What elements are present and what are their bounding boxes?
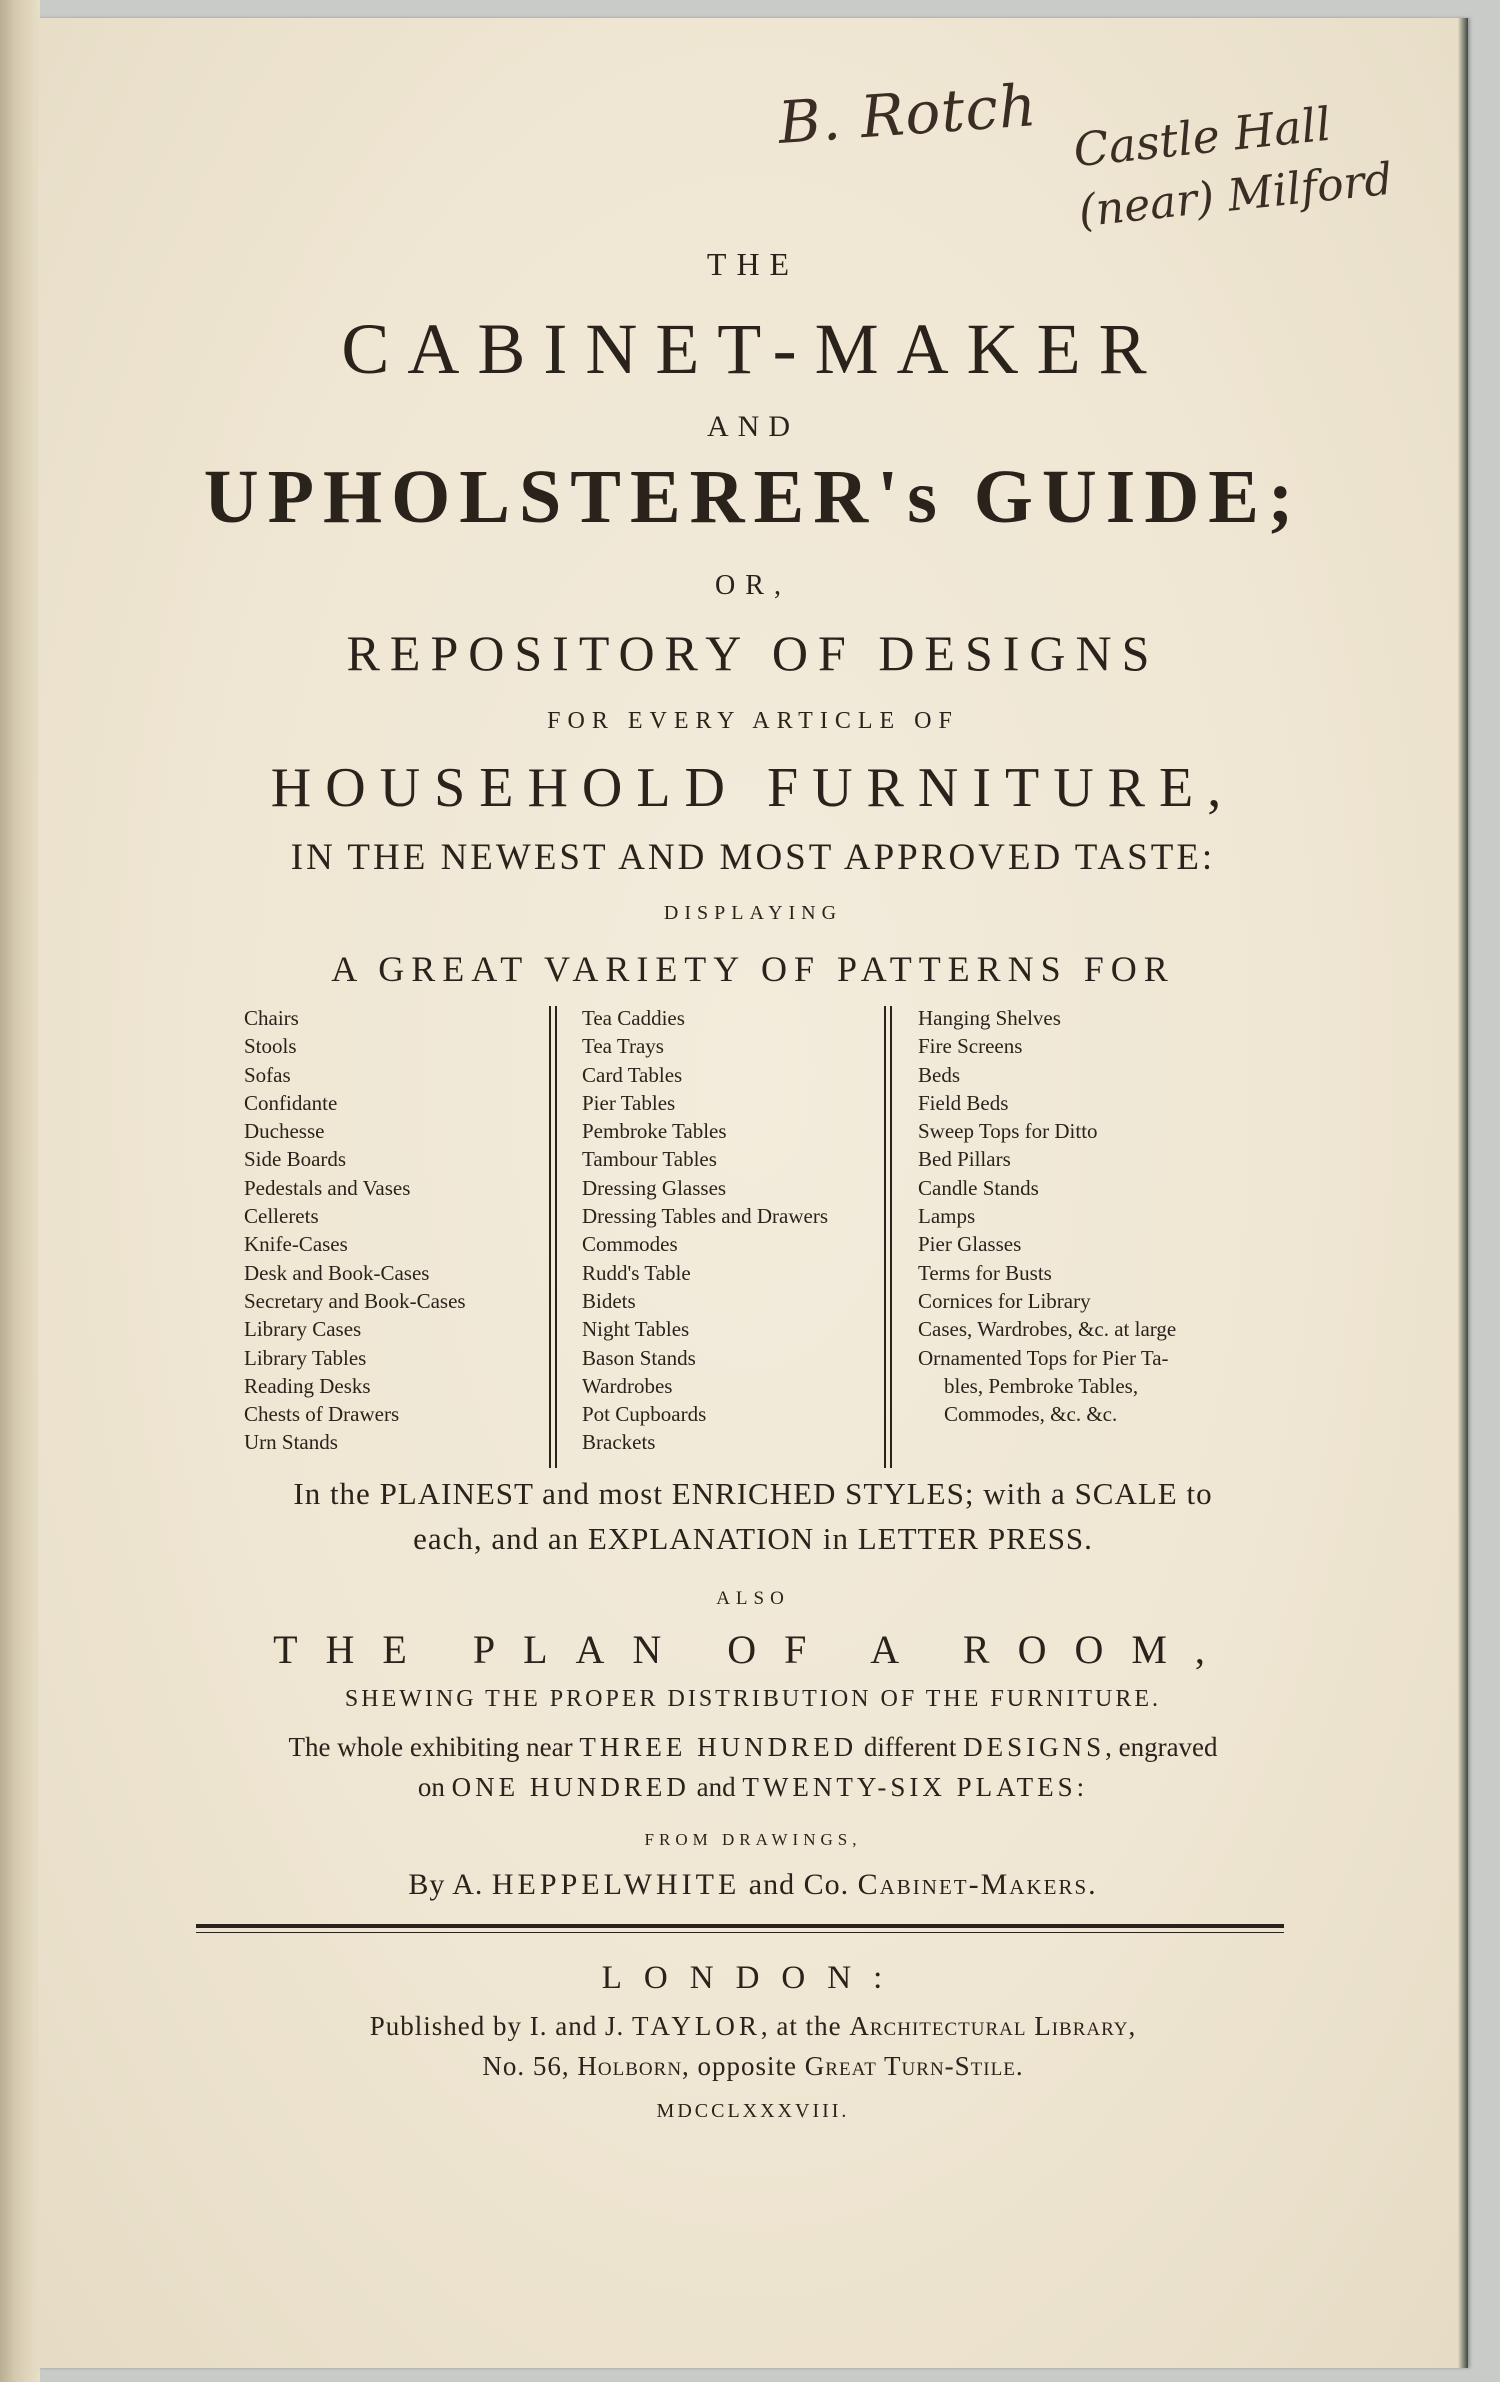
from-drawings-label: FROM DRAWINGS, <box>644 1830 862 1849</box>
count-one-hundred: ONE HUNDRED <box>451 1772 690 1802</box>
plates-text: and <box>689 1772 743 1802</box>
list-item: Library Tables <box>244 1345 367 1370</box>
publisher-name: TAYLOR <box>632 2011 761 2041</box>
handwritten-location-line1: Castle Hall <box>1070 96 1334 178</box>
list-item: Knife-Cases <box>244 1232 348 1257</box>
list-item: Candle Stands <box>918 1175 1039 1200</box>
list-item: Pier Tables <box>582 1090 676 1115</box>
address-text: , opposite <box>682 2051 805 2081</box>
imprint-date: MDCCLXXXVIII. <box>656 2100 850 2122</box>
list-item: Confidante <box>244 1090 338 1115</box>
title-or: OR, <box>715 570 791 601</box>
list-item: Chests of Drawers <box>244 1402 400 1427</box>
list-item: Night Tables <box>582 1317 690 1342</box>
list-item: Commodes <box>582 1232 678 1257</box>
byline-and-co: and Co. <box>740 1868 858 1901</box>
column-divider <box>884 1006 892 1468</box>
address-street: Holborn <box>577 2051 683 2081</box>
patterns-column-1 <box>244 1004 466 1457</box>
designs-word: DESIGNS <box>963 1732 1106 1762</box>
publisher-text: Published by I. and J. <box>369 2011 633 2041</box>
list-item: Duchesse <box>244 1119 325 1144</box>
list-item: Urn Stands <box>244 1430 338 1455</box>
list-item: Bason Stands <box>582 1345 696 1370</box>
list-item: Tea Caddies <box>582 1006 685 1030</box>
list-item: Wardrobes <box>582 1373 673 1398</box>
title-cabinet-maker: CABINET-MAKER <box>341 309 1165 389</box>
imprint-address-line <box>38 2051 1468 2082</box>
list-item: Sweep Tops for Ditto <box>918 1119 1098 1144</box>
count-three-hundred: THREE HUNDRED <box>579 1732 858 1762</box>
shewing-line: SHEWING THE PROPER DISTRIBUTION OF THE FURNITURE. <box>344 1686 1162 1712</box>
title-page <box>38 18 1468 2368</box>
column-divider <box>549 1006 557 1468</box>
list-item: Brackets <box>582 1430 656 1455</box>
list-item: Dressing Tables and Drawers <box>582 1204 828 1229</box>
list-item: Tea Trays <box>582 1034 664 1059</box>
title-household-furniture: HOUSEHOLD FURNITURE, <box>270 757 1236 819</box>
list-item: Bed Pillars <box>918 1147 1011 1172</box>
explanation-line: each, and an EXPLANATION in LETTER PRESS. <box>413 1521 1093 1556</box>
publisher-text: , at the <box>760 2011 850 2041</box>
book-edge <box>0 0 40 2382</box>
publisher-library: Architectural Library, <box>849 2011 1137 2041</box>
divider-rule <box>196 1924 1284 1928</box>
list-item: Commodes, &c. &c. <box>944 1402 1118 1427</box>
list-item: Cases, Wardrobes, &c. at large <box>918 1317 1177 1342</box>
byline-by: By A. <box>408 1868 492 1901</box>
patterns-column-2 <box>582 1004 828 1457</box>
list-item: Pembroke Tables <box>582 1119 727 1144</box>
title-the: THE <box>706 246 800 282</box>
list-item: Sofas <box>244 1062 291 1087</box>
list-item: Bidets <box>582 1288 636 1313</box>
plates-text: on <box>417 1772 452 1802</box>
list-item: Desk and Book-Cases <box>244 1260 430 1285</box>
title-upholsterer: UPHOLSTERER's GUIDE; <box>203 455 1303 539</box>
whole-exhibiting-text: The whole exhibiting near <box>288 1732 580 1762</box>
styles-line: In the PLAINEST and most ENRICHED STYLES; with a SCALE to <box>293 1476 1213 1511</box>
list-item: Pier Glasses <box>918 1232 1022 1257</box>
list-item: Cellerets <box>244 1204 319 1229</box>
list-item: Cornices for Library <box>918 1288 1091 1313</box>
list-item: Hanging Shelves <box>918 1006 1061 1030</box>
list-item: Chairs <box>244 1006 299 1030</box>
list-item: Pot Cupboards <box>582 1402 707 1427</box>
title-variety: A GREAT VARIETY OF PATTERNS FOR <box>331 949 1175 989</box>
list-item: Fire Screens <box>918 1034 1023 1059</box>
also-label: ALSO <box>716 1588 790 1609</box>
list-item: Rudd's Table <box>582 1260 691 1285</box>
list-item: Reading Desks <box>244 1373 371 1398</box>
title-displaying: DISPLAYING <box>663 902 843 924</box>
title-for-every-article: FOR EVERY ARTICLE OF <box>547 708 959 734</box>
handwritten-location-line2: (near) Milford <box>1076 153 1395 238</box>
title-and: AND <box>707 410 799 443</box>
plan-of-room-heading: THE PLAN OF A ROOM, <box>273 1627 1233 1672</box>
count-twenty-six-plates: TWENTY-SIX PLATES: <box>742 1772 1089 1802</box>
address-landmark: Great Turn-Stile. <box>804 2051 1024 2081</box>
list-item: Tambour Tables <box>582 1147 717 1172</box>
list-item: Terms for Busts <box>918 1260 1052 1285</box>
list-item: Dressing Glasses <box>582 1175 727 1200</box>
author-trade: Cabinet-Makers. <box>857 1868 1098 1901</box>
list-item: Lamps <box>918 1204 976 1229</box>
list-item: Pedestals and Vases <box>244 1175 411 1200</box>
list-item: Side Boards <box>244 1147 347 1172</box>
author-name: HEPPELWHITE <box>491 1868 741 1901</box>
byline <box>38 1868 1468 1902</box>
list-item: Library Cases <box>244 1317 362 1342</box>
imprint-city: LONDON: <box>601 1960 905 1996</box>
divider-rule-thin <box>196 1932 1284 1933</box>
address-text: No. 56, <box>482 2051 578 2081</box>
list-item: Beds <box>918 1062 960 1087</box>
imprint-publisher-line <box>38 2011 1468 2042</box>
whole-exhibiting-line <box>38 1732 1468 1763</box>
list-item: Field Beds <box>918 1090 1009 1115</box>
whole-exhibiting-text: different <box>857 1732 964 1762</box>
title-newest-taste: IN THE NEWEST AND MOST APPROVED TASTE: <box>290 837 1216 878</box>
list-item: Stools <box>244 1034 297 1059</box>
whole-exhibiting-text: , engraved <box>1105 1732 1218 1762</box>
plates-line <box>38 1772 1468 1803</box>
list-item: Secretary and Book-Cases <box>244 1288 466 1313</box>
list-item: Card Tables <box>582 1062 683 1087</box>
title-repository: REPOSITORY OF DESIGNS <box>346 625 1160 681</box>
list-item: Ornamented Tops for Pier Ta- <box>918 1345 1169 1370</box>
list-item: bles, Pembroke Tables, <box>944 1373 1139 1398</box>
owner-signature: B. Rotch <box>775 71 1040 157</box>
patterns-column-3 <box>918 1004 1176 1428</box>
